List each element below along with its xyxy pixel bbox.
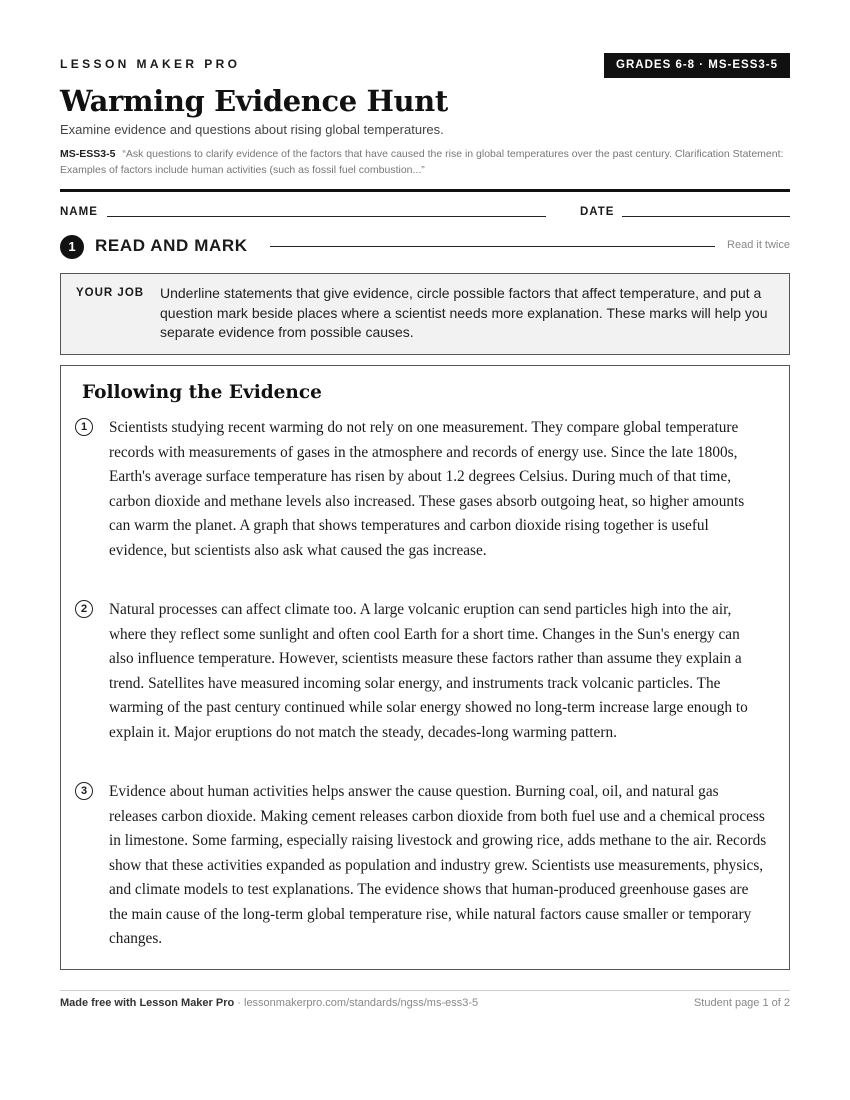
reading-passage-box (60, 365, 790, 970)
paragraph-number-badge: 1 (75, 418, 93, 436)
section-divider (270, 246, 715, 247)
footer-url[interactable]: · lessonmakerpro.com/standards/ngss/ms-ess3-5 (234, 997, 479, 1009)
grade-standard-badge: GRADES 6-8 · MS-ESS3-5 (604, 53, 790, 78)
brand-name: LESSON MAKER PRO (60, 57, 241, 71)
header-divider (60, 189, 790, 192)
date-label: DATE (580, 206, 615, 218)
paragraph-text[interactable]: Natural processes can affect climate too. A large volcanic eruption can send particles high into the air, where they reflect some sunlight and often cool Earth for a short time. Changes in the Sun's energy can also influence temperature. However, scientists measure these factors rather than assume they explain a trend. Satellites have measured incoming solar energy, and instruments track volcanic particles. The warming of the past century continued while solar energy showed no long-term increase large enough to explain it. Major eruptions do not match the steady, decades-long warming pattern. (109, 601, 748, 741)
page-subtitle: Examine evidence and questions about rising global temperatures. (60, 122, 444, 137)
date-field[interactable] (622, 216, 790, 217)
standard-description (60, 147, 790, 178)
section-title: READ AND MARK (95, 236, 248, 255)
standard-text: “Ask questions to clarify evidence of the factors that have caused the rise in global temperatures over the past century. Clarification Statement: Examples of factors include human activities (such as fossil fuel combustion...” (60, 148, 784, 176)
section-number-badge: 1 (60, 235, 84, 259)
footer-made-with: Made free with Lesson Maker Pro (60, 997, 235, 1009)
section-note: Read it twice (727, 239, 790, 251)
footer-page-number: Student page 1 of 2 (693, 997, 790, 1009)
paragraph-number-badge: 2 (75, 600, 93, 618)
name-label: NAME (60, 206, 98, 218)
instructions-label: YOUR JOB (76, 287, 145, 299)
reading-title: Following the Evidence (82, 382, 322, 403)
footer-credit (60, 997, 478, 1009)
page-title: Warming Evidence Hunt (60, 84, 448, 118)
paragraph-number-badge: 3 (75, 782, 93, 800)
name-field[interactable] (107, 216, 546, 217)
instructions-text: Underline statements that give evidence, circle possible factors that affect temperature, and put a question mark beside places where a scientist needs more explanation. These marks will help you separate evidence from possible causes. (160, 285, 768, 340)
paragraph-text[interactable]: Scientists studying recent warming do not rely on one measurement. They compare global temperature records with measurements of gases in the atmosphere and records of energy use. Since the late 1800s, Earth's average surface temperature has risen by about 1.2 degrees Celsius. During much of that time, carbon dioxide and methane levels also increased. These gases absorb outgoing heat, so higher amounts can warm the planet. A graph that shows temperatures and carbon dioxide rising together is useful evidence, but scientists also ask what caused the gas increase. (109, 419, 745, 559)
standard-code: MS-ESS3-5 (60, 148, 116, 160)
footer-divider (60, 990, 790, 991)
paragraph-text[interactable]: Evidence about human activities helps answer the cause question. Burning coal, oil, and natural gas releases carbon dioxide. Making cement releases carbon dioxide from both fuel use and a chemical process in limestone. Some farming, especially raising livestock and growing rice, adds methane to the air. Records show that these activities expanded as population and industry grew. Scientists use measurements, physics, and climate models to test explanations. The evidence shows that human-produced greenhouse gases are the main cause of the long-term global temperature rise, while natural factors cause smaller or temporary changes. (109, 783, 767, 947)
instructions-box (60, 273, 790, 355)
